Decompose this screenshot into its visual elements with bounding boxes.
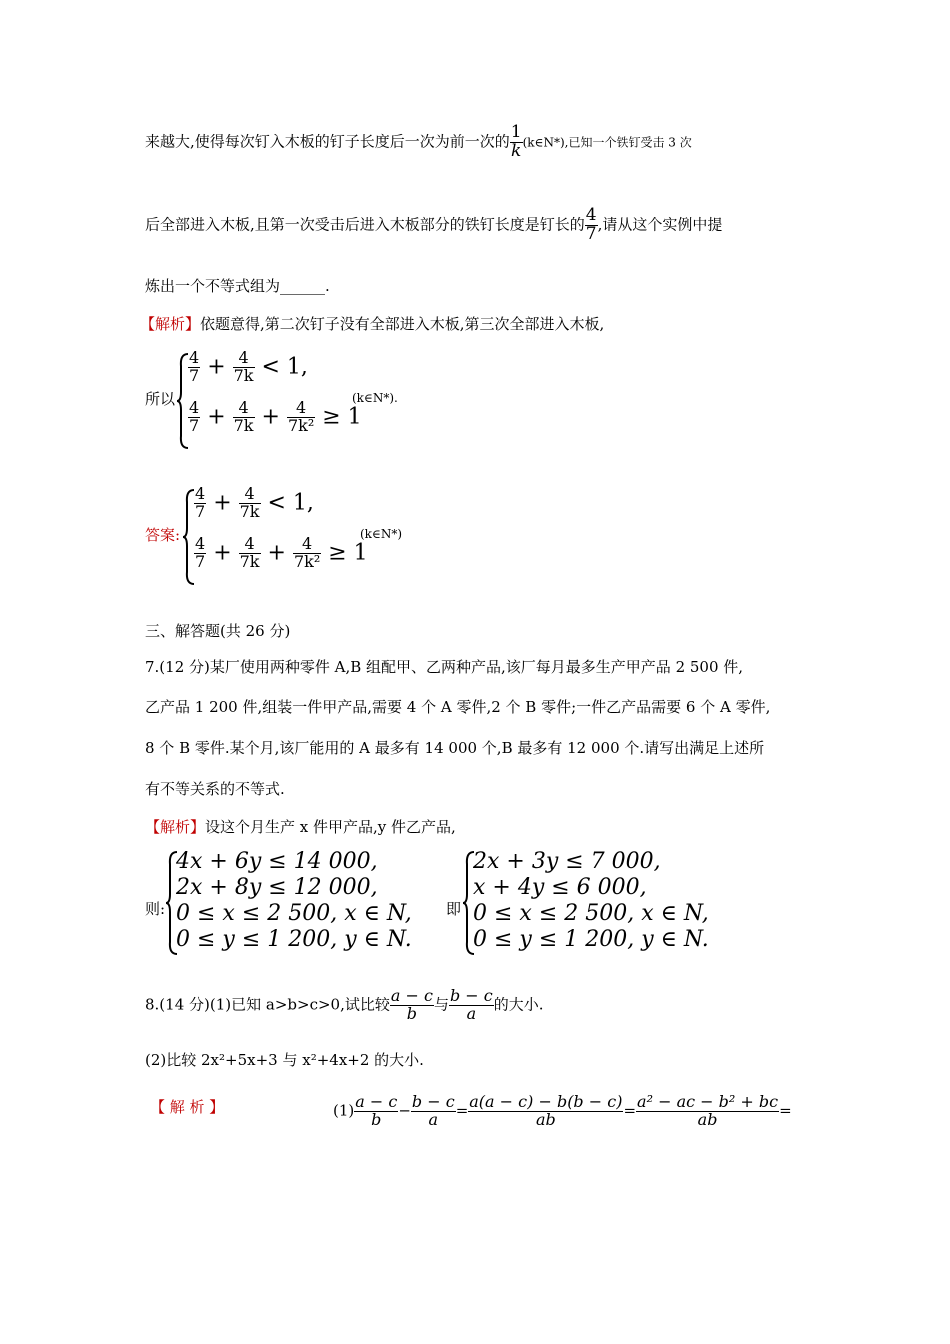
fraction xyxy=(287,400,315,435)
fraction-denominator: ab xyxy=(697,1109,718,1129)
fraction-numerator: a − c xyxy=(390,986,433,1005)
fraction-numerator: a(a − c) − b(b − c) xyxy=(469,1092,623,1111)
text-line xyxy=(145,207,722,244)
fraction-denominator: 7 xyxy=(195,501,206,521)
fraction-denominator: b xyxy=(371,1109,382,1129)
text-line: 7.(12 分)某厂使用两种零件 A,B 组配甲、乙两种产品,该厂每月最多生产甲产品 2 500 件, xyxy=(145,658,744,676)
operator: = xyxy=(623,1101,637,1120)
fraction xyxy=(411,1094,456,1129)
fraction-denominator: a xyxy=(466,1003,477,1023)
fraction xyxy=(233,350,255,385)
inequality-row: 2x + 8y ≤ 12 000, xyxy=(176,875,378,900)
fraction-denominator: 7 xyxy=(189,365,200,385)
text-segment: 后全部进入木板,且第一次受击后进入木板部分的铁钉长度是钉长的 xyxy=(145,215,585,234)
fraction-denominator: b xyxy=(406,1003,418,1023)
fraction-numerator: a − c xyxy=(355,1092,398,1111)
fraction-denominator: k xyxy=(511,140,522,161)
analysis-label: 【解析】 xyxy=(145,818,206,836)
fraction xyxy=(188,400,200,435)
fraction-numerator: 4 xyxy=(585,205,597,225)
domain-note: (k∈N*) xyxy=(360,527,403,541)
text-segment: 来越大,使得每次钉入木板的钉子长度后一次为前一次的 xyxy=(145,132,510,151)
i-e-label: 即 xyxy=(446,900,462,918)
text-segment: 的大小. xyxy=(493,995,544,1014)
operator: < 1, xyxy=(267,490,314,516)
fraction xyxy=(233,400,255,435)
inequality-row: 4x + 6y ≤ 14 000, xyxy=(176,849,378,874)
inequality-row xyxy=(194,536,368,571)
text-line: 8 个 B 零件.某个月,该厂能用的 A 最多有 14 000 个,B 最多有 12 000 个.请写出满足上述所 xyxy=(145,739,765,757)
inequality-row: 0 ≤ x ≤ 2 500, x ∈ N, xyxy=(176,901,412,926)
inequality-row xyxy=(188,400,362,435)
fraction-numerator: 4 xyxy=(189,348,200,367)
text-line: 炼出一个不等式组为______. xyxy=(145,277,330,295)
inequality-row: 0 ≤ y ≤ 1 200, y ∈ N. xyxy=(473,927,709,952)
analysis-label: 【 解 析 】 xyxy=(150,1098,225,1116)
inequality-row: 2x + 3y ≤ 7 000, xyxy=(473,849,661,874)
text-line: 乙产品 1 200 件,组装一件甲产品,需要 4 个 A 零件,2 个 B 零件;一件乙产品需要 6 个 A 零件, xyxy=(145,698,771,716)
fraction-numerator: 4 xyxy=(239,486,261,504)
text-segment: ,请从这个实例中提 xyxy=(597,215,723,234)
text-line: (2)比较 2x²+5x+3 与 x²+4x+2 的大小. xyxy=(145,1051,424,1069)
text-line xyxy=(333,1094,792,1129)
answer-label: 答案: xyxy=(145,526,181,544)
fraction-denominator: 7 xyxy=(195,551,206,571)
fraction xyxy=(636,1094,779,1129)
fraction-denominator: 7k² xyxy=(287,415,315,435)
fraction-numerator: 4 xyxy=(239,536,261,554)
fraction-numerator: 4 xyxy=(195,534,206,553)
fraction-denominator: 7k xyxy=(233,415,254,435)
text-line: 有不等关系的不等式. xyxy=(145,780,285,798)
fraction xyxy=(239,536,261,571)
inequality-row xyxy=(188,350,308,385)
fraction xyxy=(449,988,494,1023)
fraction xyxy=(194,486,206,521)
operator: − xyxy=(398,1101,411,1120)
text-segment: 8.(14 分)(1)已知 a>b>c>0,试比较 xyxy=(145,995,390,1014)
system-block xyxy=(473,849,709,953)
fraction-denominator: 7k xyxy=(233,365,254,385)
text-segment: (1) xyxy=(333,1101,355,1120)
text-segment: 设这个月生产 x 件甲产品,y 件乙产品, xyxy=(205,818,456,836)
fraction-numerator: b − c xyxy=(411,1092,455,1111)
so-label: 所以 xyxy=(145,390,176,408)
fraction-1-k xyxy=(510,124,523,161)
inequality-row xyxy=(194,486,314,521)
fraction-numerator: 4 xyxy=(233,400,255,418)
fraction-denominator: 7 xyxy=(585,223,597,244)
fraction xyxy=(468,1094,623,1129)
fraction-numerator: 4 xyxy=(233,350,255,368)
fraction-numerator: a² − ac − b² + bc xyxy=(637,1092,779,1111)
operator: + xyxy=(213,490,232,516)
inequality-row: 0 ≤ x ≤ 2 500, x ∈ N, xyxy=(473,901,709,926)
text-segment: (k∈N*),已知一个铁钉受击 3 次 xyxy=(522,135,692,150)
fraction-numerator: 4 xyxy=(195,484,206,503)
fraction-numerator: 4 xyxy=(287,400,315,418)
fraction xyxy=(390,988,434,1023)
inequality-row: 0 ≤ y ≤ 1 200, y ∈ N. xyxy=(176,927,412,952)
analysis-line xyxy=(140,313,604,334)
fraction-denominator: ab xyxy=(535,1109,556,1129)
fraction-denominator: 7k xyxy=(239,501,260,521)
text-segment: 依题意得,第二次钉子没有全部进入木板,第三次全部进入木板, xyxy=(200,315,605,333)
analysis-line xyxy=(145,816,456,837)
fraction-denominator: 7k xyxy=(239,551,260,571)
domain-note: (k∈N*). xyxy=(352,391,398,405)
operator: ≥ 1 xyxy=(328,540,368,566)
text-line xyxy=(145,988,544,1023)
inequality-row: x + 4y ≤ 6 000, xyxy=(473,875,647,900)
fraction xyxy=(293,536,321,571)
text-line xyxy=(145,124,692,161)
fraction-numerator: 4 xyxy=(293,536,321,554)
fraction-numerator: b − c xyxy=(449,986,493,1005)
fraction-4-7 xyxy=(585,207,598,244)
operator: < 1, xyxy=(261,354,308,380)
system-block xyxy=(176,849,412,953)
operator: + xyxy=(261,404,280,430)
fraction xyxy=(194,536,206,571)
fraction-numerator: 4 xyxy=(189,398,200,417)
operator: = xyxy=(779,1101,792,1120)
analysis-label: 【解析】 xyxy=(140,315,201,333)
fraction-numerator: 1 xyxy=(510,122,522,142)
fraction xyxy=(354,1094,398,1129)
text-segment: 与 xyxy=(433,995,449,1014)
fraction-denominator: 7k² xyxy=(293,551,321,571)
operator: + xyxy=(267,540,286,566)
operator: ≥ 1 xyxy=(322,404,362,430)
operator: + xyxy=(213,540,232,566)
section-heading: 三、解答题(共 26 分) xyxy=(145,622,291,640)
operator: + xyxy=(207,354,226,380)
fraction xyxy=(239,486,261,521)
fraction xyxy=(188,350,200,385)
operator: + xyxy=(207,404,226,430)
fraction-denominator: a xyxy=(428,1109,439,1129)
operator: = xyxy=(455,1101,469,1120)
fraction-denominator: 7 xyxy=(189,415,200,435)
then-label: 则: xyxy=(145,900,166,918)
